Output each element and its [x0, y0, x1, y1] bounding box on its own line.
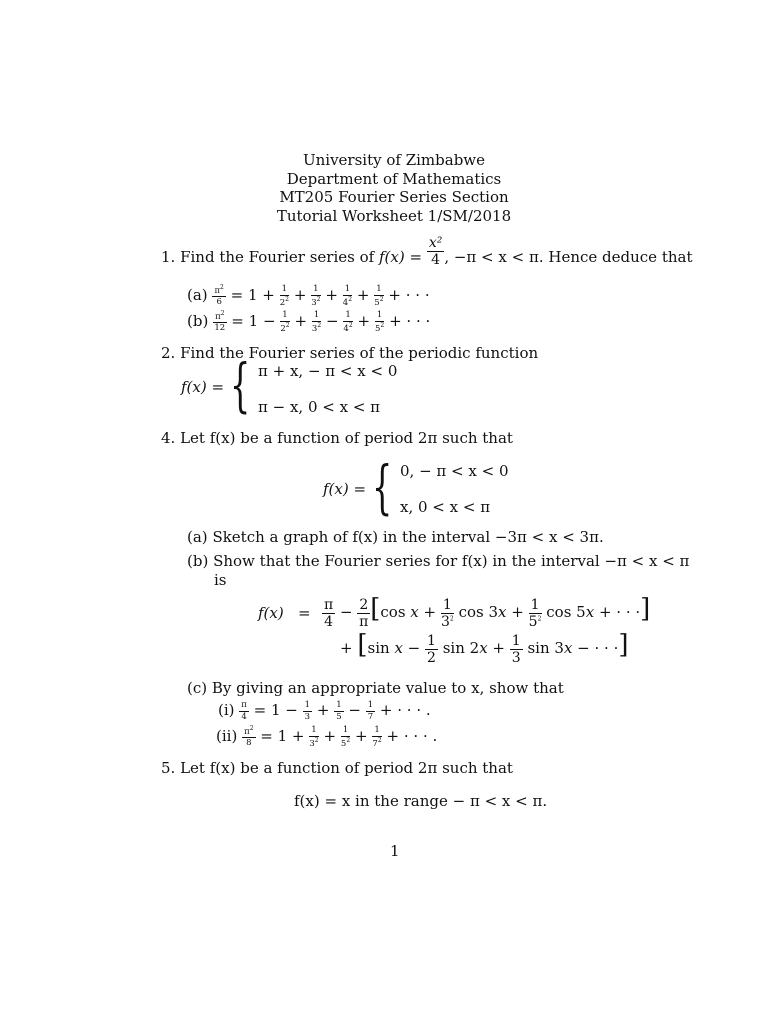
question-number: 5. [161, 759, 176, 777]
series-expression: = 1 − $\frac{1}{2^2}$ + $\frac{1}{3^2}$ − $\frac{1}{4^2}$ + $\frac{1}{5^2}$ + · · · [231, 310, 431, 334]
piecewise-case-2: x, 0 < x < π [400, 498, 491, 516]
part-label: (b) [187, 311, 209, 330]
piecewise-case-1: 0, − π < x < 0 [400, 462, 509, 480]
part-label: (c) [187, 679, 208, 697]
q4-part-c-ii: (ii) $\frac{\pi^2}{8}$ = 1 + $\frac{1}{3^2}$ + $\frac{1}{5^2}$ + $\frac{1}{7^2}$ + · · · . [216, 725, 438, 749]
part-text: Sketch a graph of f(x) in the interval −3π < x < 3π. [212, 528, 604, 546]
q4-part-c [187, 679, 564, 697]
question-5 [161, 759, 513, 777]
left-brace: { [230, 351, 251, 419]
q1-part-a [187, 285, 430, 307]
question-4 [161, 429, 513, 447]
page-number: 1 [390, 842, 400, 860]
q4-part-c-i: (i) $\frac{\pi}{4}$ = 1 − $\frac{1}{3}$ + $\frac{1}{5}$ − $\frac{1}{7}$ + · · · . [218, 700, 431, 722]
question-text: Find the Fourier series of [180, 248, 379, 266]
left-brace: { [372, 453, 393, 521]
question-number: 1. [161, 248, 176, 266]
q5-display: f(x) = x in the range − π < x < π. [294, 792, 548, 810]
series-line-1: $\frac{\pi}{4}$ − $\frac{2}{\pi}$ [cos x + $\frac{1}{3^2}$ cos 3x + $\frac{1}{5^2}$ cos 5x + · · ·] [324, 594, 651, 630]
part-text: By giving an appropriate value to x, show that [211, 679, 564, 697]
series-lhs: f(x) [258, 604, 284, 622]
question-number: 2. [161, 344, 176, 362]
q4-part-b [187, 552, 689, 570]
question-1 [161, 234, 693, 268]
worksheet-header [0, 151, 768, 225]
sub-part-label: (ii) [216, 726, 238, 745]
domain-range: , −π < x < π. [444, 248, 544, 266]
series-line-2: + [sin x − $\frac{1}{2}$ sin 2x + $\frac{1}{3}$ sin 3x − · · ·] [340, 630, 629, 666]
question-number: 4. [161, 429, 176, 447]
fraction-x2-over-4: $\frac{\text{x²}}{4}$ [428, 234, 443, 268]
question-text-end: Hence deduce that [548, 248, 693, 266]
series-expression: = 1 + $\frac{1}{2^2}$ + $\frac{1}{3^2}$ + $\frac{1}{4^2}$ + $\frac{1}{5^2}$ + · · · [230, 284, 430, 308]
pi2-over-6: $\frac{\pi^2}{6}$ [214, 284, 224, 308]
part-label: (b) [187, 552, 209, 570]
part-text-continued: is [214, 571, 227, 589]
question-2 [161, 344, 538, 362]
part-label: (a) [187, 285, 208, 304]
piecewise-lhs: f(x) = [323, 480, 367, 498]
piecewise-case-2: π − x, 0 < x < π [258, 398, 381, 416]
pi2-over-12: $\frac{\pi^2}{12}$ [214, 310, 226, 334]
q4-part-a [187, 528, 604, 546]
worksheet-title: Tutorial Worksheet 1/SM/2018 [276, 206, 512, 225]
department-name: Department of Mathematics [286, 169, 502, 188]
question-text: Let f(x) be a function of period 2π such that [180, 429, 513, 447]
piecewise-case-1: π + x, − π < x < 0 [258, 362, 398, 380]
sub-part-label: (i) [218, 701, 235, 719]
q1-part-b [187, 311, 430, 333]
part-label: (a) [187, 528, 208, 546]
part-text: Show that the Fourier series for f(x) in the interval −π < x < π [213, 552, 690, 570]
function-lhs: f(x) = [378, 248, 423, 266]
piecewise-lhs: f(x) = [181, 378, 225, 396]
course-section: MT205 Fourier Series Section [279, 188, 509, 206]
question-text: Find the Fourier series of the periodic function [180, 344, 539, 362]
series-equals: = [298, 604, 311, 622]
question-text: Let f(x) be a function of period 2π such that [180, 759, 513, 777]
university-name: University of Zimbabwe [302, 151, 486, 169]
